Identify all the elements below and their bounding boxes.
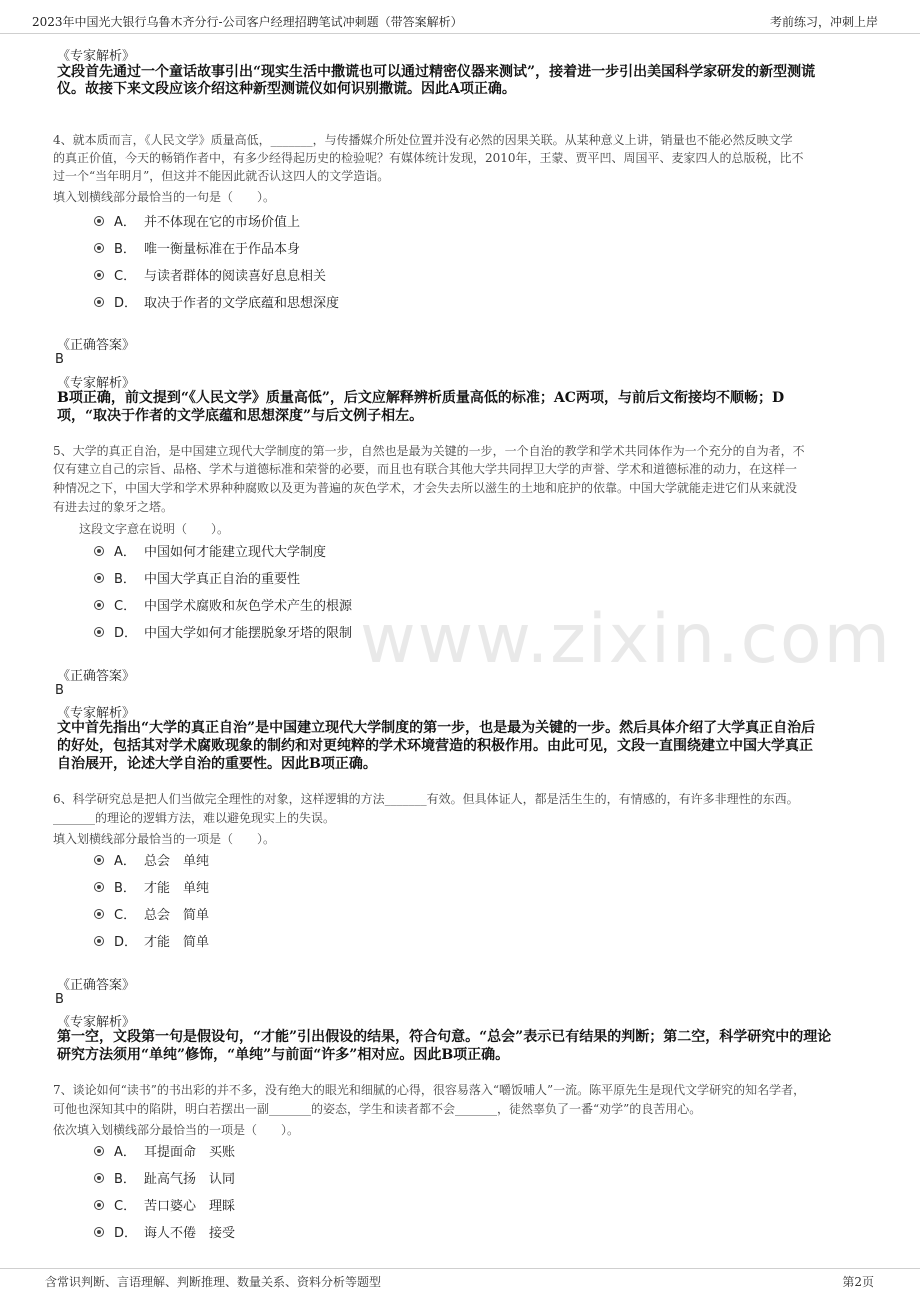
option-letter: A． bbox=[114, 854, 136, 869]
page-footer bbox=[0, 1268, 920, 1302]
correct-answer-label: 《正确答案》 bbox=[57, 338, 136, 353]
radio-button[interactable] bbox=[94, 936, 104, 946]
option-text: 趾高气扬 认同 bbox=[144, 1172, 236, 1187]
question-stem: 种情况之下，中国大学和学术界种种腐败以及更为普遍的灰色学术，才会失去所以滋生的土地和庇护的依靠。中国大学就能走进它们从来就没 bbox=[53, 481, 798, 495]
option-text: 总会 简单 bbox=[144, 908, 210, 923]
expert-analysis-label: 《专家解析》 bbox=[57, 706, 136, 721]
option-text: 与读者群体的阅读喜好息息相关 bbox=[144, 269, 327, 284]
option-b[interactable] bbox=[94, 1168, 494, 1190]
option-b[interactable] bbox=[94, 877, 494, 899]
option-a[interactable] bbox=[94, 850, 494, 872]
option-letter: B． bbox=[114, 1172, 136, 1187]
page-header bbox=[0, 0, 920, 34]
document-title: 2023年中国光大银行乌鲁木齐分行-公司客户经理招聘笔试冲刺题（带答案解析） bbox=[32, 15, 463, 29]
option-text: 中国大学真正自治的重要性 bbox=[144, 572, 301, 587]
option-letter: A． bbox=[114, 545, 136, 560]
option-b[interactable] bbox=[94, 238, 494, 260]
option-text: 中国大学如何才能摆脱象牙塔的限制 bbox=[144, 626, 353, 641]
radio-button[interactable] bbox=[94, 855, 104, 865]
question-stem: 过一个“当年明月”，但这并不能因此就否认这四人的文学造诣。 bbox=[53, 169, 390, 183]
question-stem: 有进去过的象牙之塔。 bbox=[53, 500, 174, 514]
option-d[interactable] bbox=[94, 292, 494, 314]
option-text: 诲人不倦 接受 bbox=[144, 1226, 236, 1241]
option-text: 取决于作者的文学底蕴和思想深度 bbox=[144, 296, 340, 311]
explanation-line: 自治展开，论述大学自治的重要性。因此B项正确。 bbox=[57, 756, 377, 772]
radio-button[interactable] bbox=[94, 627, 104, 637]
option-text: 唯一衡量标准在于作品本身 bbox=[144, 242, 301, 257]
correct-answer: B bbox=[55, 992, 64, 1007]
explanation-line: 的好处，包括其对学术腐败现象的制约和对更纯粹的学术环境营造的积极作用。由此可见，文段一直围绕建立中国大学真正 bbox=[57, 738, 813, 754]
question-stem: 的真正价值，今天的畅销作者中，有多少经得起历史的检验呢？有媒体统计发现，2010年，王蒙、贾平凹、周国平、麦家四人的总版税，比不 bbox=[53, 151, 804, 165]
option-d[interactable] bbox=[94, 1222, 494, 1244]
option-letter: C． bbox=[114, 599, 137, 614]
expert-analysis-label: 《专家解析》 bbox=[57, 376, 136, 391]
option-text: 总会 单纯 bbox=[144, 854, 210, 869]
radio-button[interactable] bbox=[94, 216, 104, 226]
radio-button[interactable] bbox=[94, 243, 104, 253]
question-stem: 可他也深知其中的陷阱，明白若摆出一副_______的姿态，学生和读者都不会_______，徒然辜负了一番“劝学”的良苦用心。 bbox=[53, 1102, 702, 1116]
correct-answer-label: 《正确答案》 bbox=[57, 669, 136, 684]
option-letter: D． bbox=[114, 935, 138, 950]
question-prompt: 填入划横线部分最恰当的一句是（ ）。 bbox=[53, 190, 276, 204]
radio-button[interactable] bbox=[94, 1146, 104, 1156]
radio-button[interactable] bbox=[94, 882, 104, 892]
radio-button[interactable] bbox=[94, 600, 104, 610]
option-letter: A． bbox=[114, 215, 136, 230]
option-letter: B． bbox=[114, 242, 136, 257]
question-prompt: 填入划横线部分最恰当的一项是（ ）。 bbox=[53, 832, 276, 846]
radio-button[interactable] bbox=[94, 546, 104, 556]
option-letter: D． bbox=[114, 296, 138, 311]
expert-analysis-label: 《专家解析》 bbox=[57, 1015, 136, 1030]
option-d[interactable] bbox=[94, 622, 494, 644]
explanation-line: 第一空，文段第一句是假设句，“才能”引出假设的结果，符合句意。“总会”表示已有结果的判断；第二空，科学研究中的理论 bbox=[57, 1029, 832, 1045]
option-text: 并不体现在它的市场价值上 bbox=[144, 215, 301, 230]
option-letter: D． bbox=[114, 626, 138, 641]
option-letter: A． bbox=[114, 1145, 136, 1160]
header-slogan: 考前练习，冲刺上岸 bbox=[769, 15, 878, 29]
option-text: 耳提面命 买账 bbox=[144, 1145, 236, 1160]
expert-analysis-label: 《专家解析》 bbox=[57, 49, 136, 64]
question-stem: 5、大学的真正自治，是中国建立现代大学制度的第一步，自然也是最为关键的一步，一个自治的教学和学术共同体作为一个充分的自为者，不 bbox=[53, 444, 805, 458]
correct-answer: B bbox=[55, 683, 64, 698]
explanation-line: 文段首先通过一个童话故事引出“现实生活中撒谎也可以通过精密仪器来测试”，接着进一步引出美国科学家研发的新型测谎 bbox=[57, 64, 816, 80]
option-letter: D． bbox=[114, 1226, 138, 1241]
question-stem: 仅有建立自己的宗旨、品格、学术与道德标准和荣誉的必要，而且也有联合其他大学共同捍卫大学的声誉、学术和道德标准的动力，在这样一 bbox=[53, 462, 798, 476]
radio-button[interactable] bbox=[94, 573, 104, 583]
option-letter: C． bbox=[114, 269, 137, 284]
correct-answer: B bbox=[55, 352, 64, 367]
option-d[interactable] bbox=[94, 931, 494, 953]
option-text: 才能 简单 bbox=[144, 935, 210, 950]
correct-answer-label: 《正确答案》 bbox=[57, 978, 136, 993]
question-stem: _______的理论的逻辑方法，难以避免现实上的失误。 bbox=[53, 811, 336, 825]
radio-button[interactable] bbox=[94, 1200, 104, 1210]
option-a[interactable] bbox=[94, 1141, 494, 1163]
option-letter: B． bbox=[114, 881, 136, 896]
option-a[interactable] bbox=[94, 541, 494, 563]
option-text: 中国学术腐败和灰色学术产生的根源 bbox=[144, 599, 353, 614]
explanation-line: 项，“取决于作者的文学底蕴和思想深度”与后文例子相左。 bbox=[57, 408, 424, 424]
explanation-line: 研究方法须用“单纯”修饰，“单纯”与前面“许多”相对应。因此B项正确。 bbox=[57, 1047, 510, 1063]
question-prompt: 这段文字意在说明（ ）。 bbox=[79, 522, 230, 536]
option-b[interactable] bbox=[94, 568, 494, 590]
explanation-line: B项正确，前文提到“《人民文学》质量高低”，后文应解释辨析质量高低的标准；AC两项，与前后文衔接均不顺畅；D bbox=[57, 390, 785, 406]
page-number: 第2页 bbox=[842, 1275, 874, 1289]
option-letter: C． bbox=[114, 1199, 137, 1214]
option-c[interactable] bbox=[94, 595, 494, 617]
explanation-line: 文中首先指出“大学的真正自治”是中国建立现代大学制度的第一步，也是最为关键的一步。然后具体介绍了大学真正自治后 bbox=[57, 720, 816, 736]
option-c[interactable] bbox=[94, 265, 494, 287]
option-a[interactable] bbox=[94, 211, 494, 233]
radio-button[interactable] bbox=[94, 297, 104, 307]
watermark: www.zixin.com bbox=[360, 600, 892, 679]
option-text: 苦口婆心 理睬 bbox=[144, 1199, 236, 1214]
option-c[interactable] bbox=[94, 1195, 494, 1217]
explanation-line: 仪。故接下来文段应该介绍这种新型测谎仪如何识别撒谎。因此A项正确。 bbox=[57, 81, 516, 97]
option-text: 中国如何才能建立现代大学制度 bbox=[144, 545, 327, 560]
option-letter: C． bbox=[114, 908, 137, 923]
option-letter: B． bbox=[114, 572, 136, 587]
question-stem: 7、谈论如何“读书”的书出彩的并不多，没有绝大的眼光和细腻的心得，很容易落入“嚼饭哺人”一流。陈平原先生是现代文学研究的知名学者， bbox=[53, 1083, 806, 1097]
radio-button[interactable] bbox=[94, 1173, 104, 1183]
question-prompt: 依次填入划横线部分最恰当的一项是（ ）。 bbox=[53, 1123, 300, 1137]
radio-button[interactable] bbox=[94, 1227, 104, 1237]
footer-description: 含常识判断、言语理解、判断推理、数量关系、资料分析等题型 bbox=[45, 1275, 382, 1289]
option-text: 才能 单纯 bbox=[144, 881, 210, 896]
radio-button[interactable] bbox=[94, 270, 104, 280]
option-c[interactable] bbox=[94, 904, 494, 926]
question-stem: 6、科学研究总是把人们当做完全理性的对象，这样逻辑的方法_______有效。但具体证人，都是活生生的，有情感的，有许多非理性的东西。 bbox=[53, 792, 799, 806]
question-stem: 4、就本质而言，《人民文学》质量高低，_______，与传播媒介所处位置并没有必然的因果关联。从某种意义上讲，销量也不能必然反映文学 bbox=[53, 133, 793, 147]
radio-button[interactable] bbox=[94, 909, 104, 919]
